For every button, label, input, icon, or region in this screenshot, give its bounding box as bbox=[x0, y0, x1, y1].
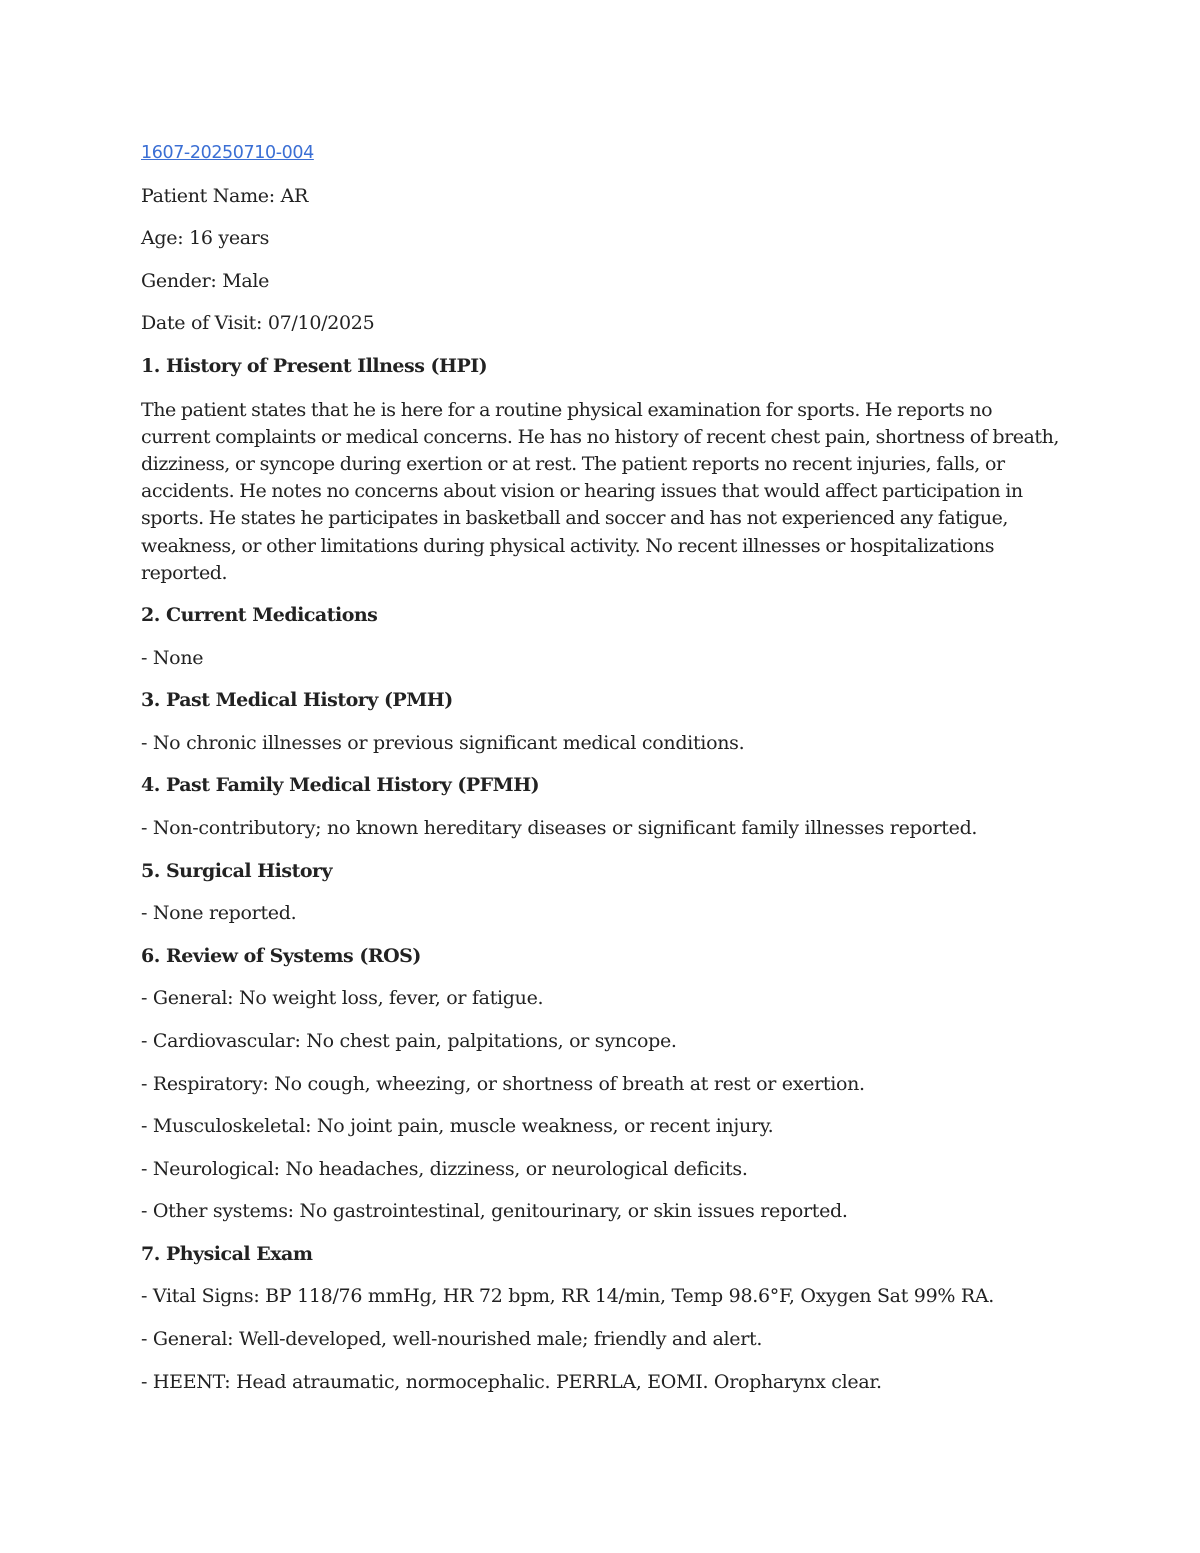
patient-gender: Gender: Male bbox=[141, 269, 270, 292]
exam-item-general: - General: Well-developed, well-nourished male; friendly and alert. bbox=[141, 1328, 763, 1351]
date-of-visit: Date of Visit: 07/10/2025 bbox=[141, 312, 375, 335]
ros-item-musculoskeletal: - Musculoskeletal: No joint pain, muscle weakness, or recent injury. bbox=[141, 1115, 774, 1138]
pfmh-item: - Non-contributory; no known hereditary diseases or significant family illnesses reported. bbox=[141, 816, 978, 839]
exam-item-vital-signs: - Vital Signs: BP 118/76 mmHg, HR 72 bpm, RR 14/min, Temp 98.6°F, Oxygen Sat 99% RA. bbox=[141, 1285, 995, 1308]
ros-item-general: - General: No weight loss, fever, or fatigue. bbox=[141, 987, 544, 1010]
ros-item-other-systems: - Other systems: No gastrointestinal, genitourinary, or skin issues reported. bbox=[141, 1200, 848, 1223]
section-heading-hpi: 1. History of Present Illness (HPI) bbox=[141, 354, 488, 377]
exam-item-heent: - HEENT: Head atraumatic, normocephalic. PERRLA, EOMI. Oropharynx clear. bbox=[141, 1370, 882, 1393]
pmh-item: - No chronic illnesses or previous significant medical conditions. bbox=[141, 731, 745, 754]
ros-item-cardiovascular: - Cardiovascular: No chest pain, palpitations, or syncope. bbox=[141, 1029, 677, 1052]
document-id-link[interactable]: 1607-20250710-004 bbox=[141, 143, 314, 163]
document-page bbox=[141, 140, 1061, 1412]
surgical-item: - None reported. bbox=[141, 902, 297, 925]
section-heading-ros: 6. Review of Systems (ROS) bbox=[141, 944, 421, 967]
patient-name: Patient Name: AR bbox=[141, 184, 309, 207]
hpi-paragraph: The patient states that he is here for a routine physical examination for sports. He reports no current complaints or medical concerns. He has no history of recent chest pain, shortness of breath, dizziness, or syncope during exertion or at rest. The patient reports no recent injuries, falls, or accidents. He notes no concerns about vision or hearing issues that would affect participation in sports. He states he participates in basketball and soccer and has not experienced any fatigue, weakness, or other limitations during physical activity. No recent illnesses or hospitalizations reported. bbox=[141, 398, 1059, 584]
document-id-line bbox=[141, 140, 1061, 165]
ros-item-respiratory: - Respiratory: No cough, wheezing, or shortness of breath at rest or exertion. bbox=[141, 1072, 865, 1095]
section-heading-exam: 7. Physical Exam bbox=[141, 1242, 313, 1265]
patient-age: Age: 16 years bbox=[141, 227, 270, 250]
medications-item: - None bbox=[141, 646, 204, 669]
section-heading-surgical: 5. Surgical History bbox=[141, 859, 333, 882]
section-heading-medications: 2. Current Medications bbox=[141, 603, 378, 626]
section-heading-pmh: 3. Past Medical History (PMH) bbox=[141, 689, 453, 712]
ros-item-neurological: - Neurological: No headaches, dizziness, or neurological deficits. bbox=[141, 1157, 748, 1180]
section-heading-pfmh: 4. Past Family Medical History (PFMH) bbox=[141, 774, 540, 797]
